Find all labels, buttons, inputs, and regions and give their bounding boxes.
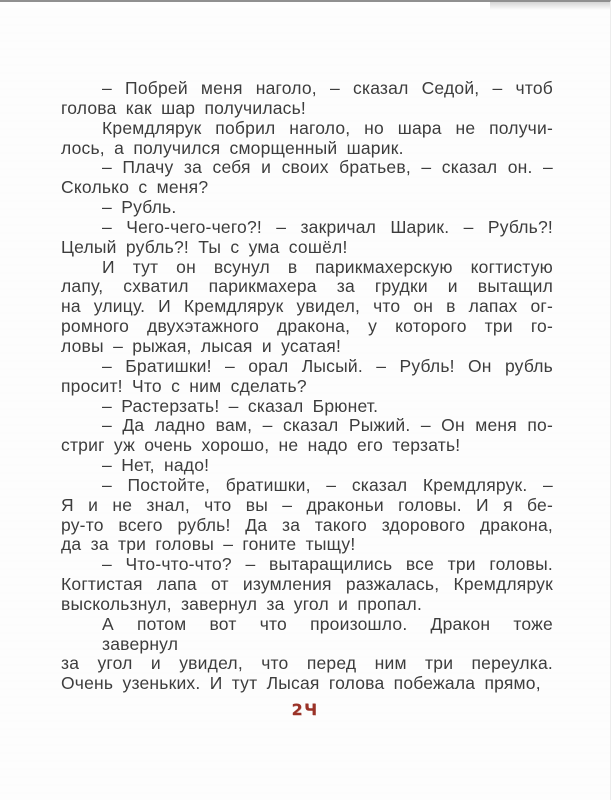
text-line: Я и не знал, что вы – драконьи головы. И я бе- <box>61 494 553 515</box>
text-line: просит! Что с ним сделать? <box>61 375 307 396</box>
text-line: – Постойте, братишки, – сказал Кремдлярук. – <box>102 474 553 495</box>
text-line: – Нет, надо! <box>102 455 210 476</box>
text-line: ру-то всего рубль! Да за такого здорового дракона, <box>61 514 553 535</box>
text-line: Очень узеньких. И тут Лысая голова побежала прямо, <box>61 673 541 694</box>
text-line: Сколько с меня? <box>61 177 209 198</box>
text-line: – Плачу за себя и своих братьев, – сказал он. – <box>102 157 553 178</box>
text-line: ромного двухэтажного дракона, у которого три го- <box>61 316 553 337</box>
text-line: Целый рубль?! Ты с ума сошёл! <box>61 236 348 257</box>
text-line: на улицу. И Кремдлярук увидел, что он в лапах ог- <box>61 296 553 317</box>
text-line: Кремдлярук побрил наголо, но шара не получи- <box>102 117 553 138</box>
text-line: выскользнул, завернул за угол и пропал. <box>61 593 423 614</box>
text-line: – Да ладно вам, – сказал Рыжий. – Он меня по- <box>102 415 553 436</box>
text-line: – Что-что-что? – вытаращились все три головы. <box>102 554 553 575</box>
text-line: стриг уж очень хорошо, не надо его терзать! <box>61 435 461 456</box>
text-line: – Чего-чего-чего?! – закричал Шарик. – Рубль?! <box>102 216 553 237</box>
page-number: 2Ч <box>291 700 319 719</box>
text-line: – Рубль. <box>102 197 177 218</box>
text-line: лось, а получился сморщенный шарик. <box>61 137 404 158</box>
text-line: А потом вот что произошло. Дракон тоже завернул <box>102 613 553 654</box>
story-text-block <box>61 79 553 694</box>
text-line: лапу, схватил парикмахера за грудки и вытащил <box>61 276 553 297</box>
text-line: голова как шар получилась! <box>61 97 306 118</box>
text-line: за угол и увидел, что перед ним три переулка. <box>61 653 553 674</box>
text-line: И тут он всунул в парикмахерскую когтистую <box>102 256 553 277</box>
text-line: да за три головы – гоните тыщу! <box>61 534 356 555</box>
text-line: ловы – рыжая, лысая и усатая! <box>61 335 342 356</box>
text-line: Когтистая лапа от изумления разжалась, Кремдлярук <box>61 574 553 595</box>
text-line: – Побрей меня наголо, – сказал Седой, – чтоб <box>102 78 553 98</box>
text-line: – Растерзать! – сказал Брюнет. <box>102 395 379 416</box>
text-line: – Братишки! – орал Лысый. – Рубль! Он рубль <box>102 355 553 376</box>
